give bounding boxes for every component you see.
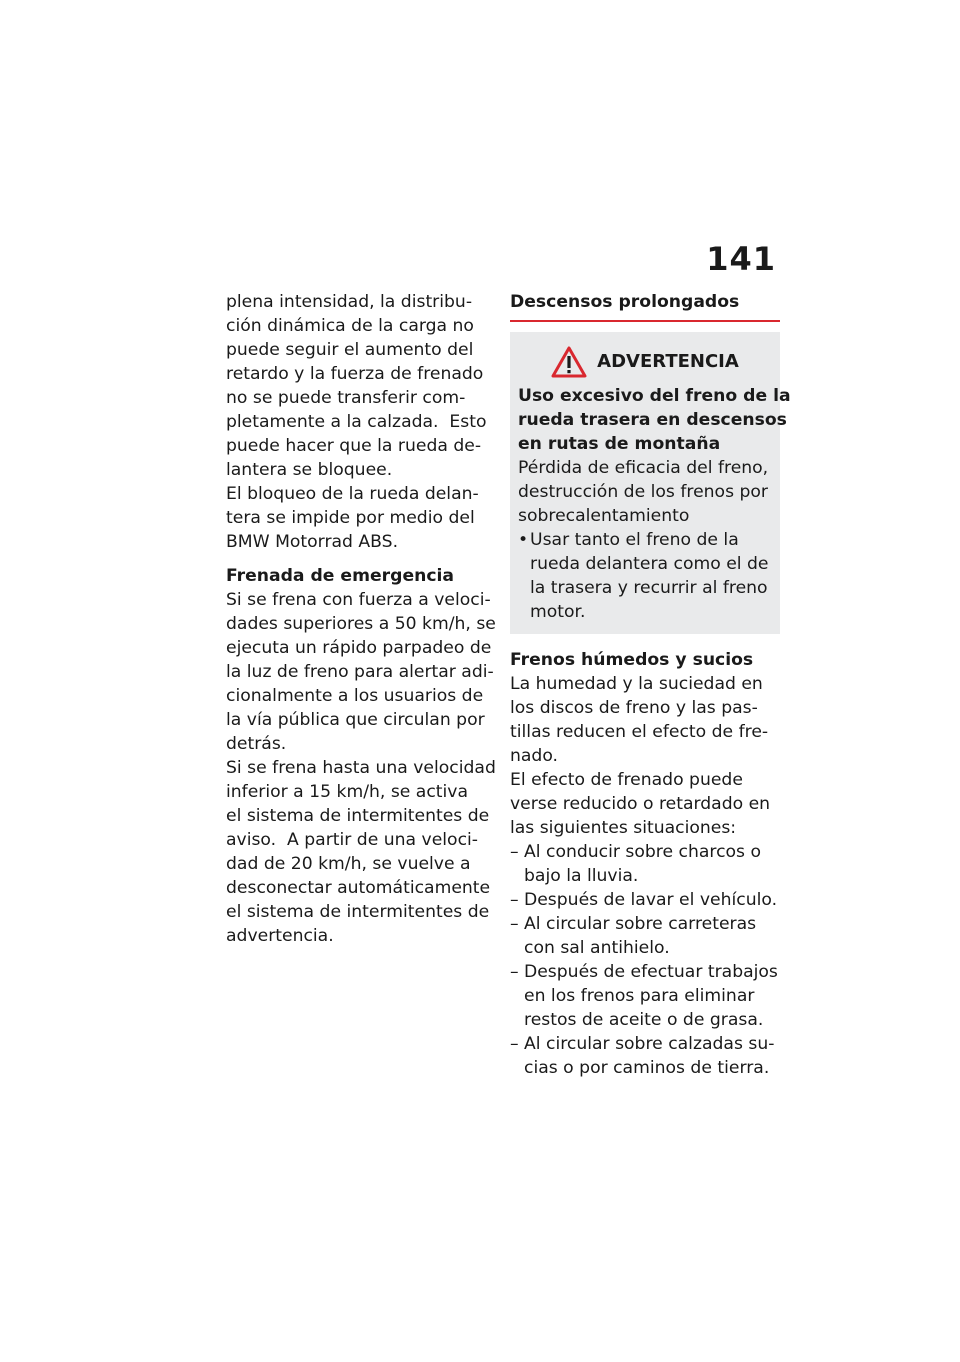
intro-paragraph (226, 290, 492, 554)
text-line: el sistema de intermitentes de (226, 902, 490, 922)
situations-list (510, 840, 780, 1080)
text-line: lantera se bloquee. (226, 460, 393, 480)
text-line: la trasera y recurrir al freno (530, 578, 768, 598)
dash-mark: – (510, 842, 519, 862)
text-line: Después de efectuar trabajos (524, 962, 778, 982)
text-line: Al circular sobre carreteras (524, 914, 757, 934)
text-line: retardo y la fuerza de frenado (226, 364, 484, 384)
text-line: ejecuta un rápido parpadeo de (226, 638, 492, 658)
text-line: la vía pública que circulan por (226, 710, 485, 730)
text-line: tillas reducen el efecto de fre- (510, 722, 769, 742)
text-line: Después de lavar el vehículo. (524, 890, 778, 910)
text-line: con sal antihielo. (524, 938, 670, 958)
text-line: puede hacer que la rueda de- (226, 436, 482, 456)
text-line: Pérdida de eficacia del freno, (518, 458, 769, 478)
dash-mark: – (510, 962, 519, 982)
long-descents-heading: Descensos prolongados (510, 290, 780, 322)
text-line: detrás. (226, 734, 287, 754)
text-line: El bloqueo de la rueda delan- (226, 484, 479, 504)
list-item (510, 888, 780, 912)
text-line: verse reducido o retardado en (510, 794, 771, 814)
bullet-mark: • (518, 530, 529, 550)
text-line: ción dinámica de la carga no (226, 316, 474, 336)
text-line: motor. (530, 602, 586, 622)
wet-brakes-paragraph (510, 672, 780, 840)
text-line: Usar tanto el freno de la (530, 530, 739, 550)
text-line: cionalmente a los usuarios de (226, 686, 484, 706)
text-line: cias o por caminos de tierra. (524, 1058, 770, 1078)
text-line: la luz de freno para alertar adi- (226, 662, 494, 682)
emergency-paragraph (226, 588, 496, 948)
text-line: Si se frena con fuerza a veloci- (226, 590, 491, 610)
text-line: El efecto de frenado puede (510, 770, 743, 790)
text-line: restos de aceite o de grasa. (524, 1010, 764, 1030)
text-line: pletamente a la calzada. Esto (226, 412, 487, 432)
text-line: los discos de freno y las pas- (510, 698, 758, 718)
dash-mark: – (510, 890, 519, 910)
warning-triangle-icon (551, 346, 587, 378)
text-line: Uso excesivo del freno de la (518, 386, 791, 406)
list-item (510, 960, 780, 1032)
warning-consequence (518, 456, 772, 528)
warning-header (518, 346, 772, 378)
text-line: plena intensidad, la distribu- (226, 292, 473, 312)
text-line: tera se impide por medio del (226, 508, 475, 528)
text-line: BMW Motorrad ABS. (226, 532, 399, 552)
text-line: bajo la lluvia. (524, 866, 639, 886)
text-line: dad de 20 km/h, se vuelve a (226, 854, 471, 874)
wet-dirty-brakes-heading: Frenos húmedos y sucios (510, 650, 754, 670)
text-line: inferior a 15 km/h, se activa (226, 782, 469, 802)
left-column (226, 290, 496, 948)
text-line: no se puede transferir com- (226, 388, 466, 408)
text-line: rueda trasera en descensos (518, 410, 787, 430)
dash-mark: – (510, 1034, 519, 1054)
warning-subject (518, 384, 791, 456)
warning-title: ADVERTENCIA (597, 351, 739, 372)
warning-box (510, 332, 791, 634)
page-number: 141 (706, 240, 776, 278)
list-item (510, 912, 780, 960)
dash-mark: – (510, 914, 519, 934)
text-line: advertencia. (226, 926, 334, 946)
text-line: las siguientes situaciones: (510, 818, 737, 838)
warning-bullet-item (518, 528, 772, 624)
list-item (510, 1032, 780, 1080)
text-line: Si se frena hasta una velocidad (226, 758, 496, 778)
text-line: Al circular sobre calzadas su- (524, 1034, 775, 1054)
right-column (510, 290, 791, 1080)
text-line: sobrecalentamiento (518, 506, 690, 526)
text-line: puede seguir el aumento del (226, 340, 474, 360)
text-line: desconectar automáticamente (226, 878, 491, 898)
text-line: dades superiores a 50 km/h, se (226, 614, 496, 634)
emergency-braking-heading: Frenada de emergencia (226, 566, 455, 586)
text-line: aviso. A partir de una veloci- (226, 830, 479, 850)
text-line: en rutas de montaña (518, 434, 721, 454)
text-line: en los frenos para eliminar (524, 986, 755, 1006)
text-line: destrucción de los frenos por (518, 482, 768, 502)
text-line: Al conducir sobre charcos o (524, 842, 761, 862)
text-line: rueda delantera como el de (530, 554, 769, 574)
list-item (510, 840, 780, 888)
text-line: el sistema de intermitentes de (226, 806, 490, 826)
text-line: nado. (510, 746, 559, 766)
text-line: La humedad y la suciedad en (510, 674, 763, 694)
